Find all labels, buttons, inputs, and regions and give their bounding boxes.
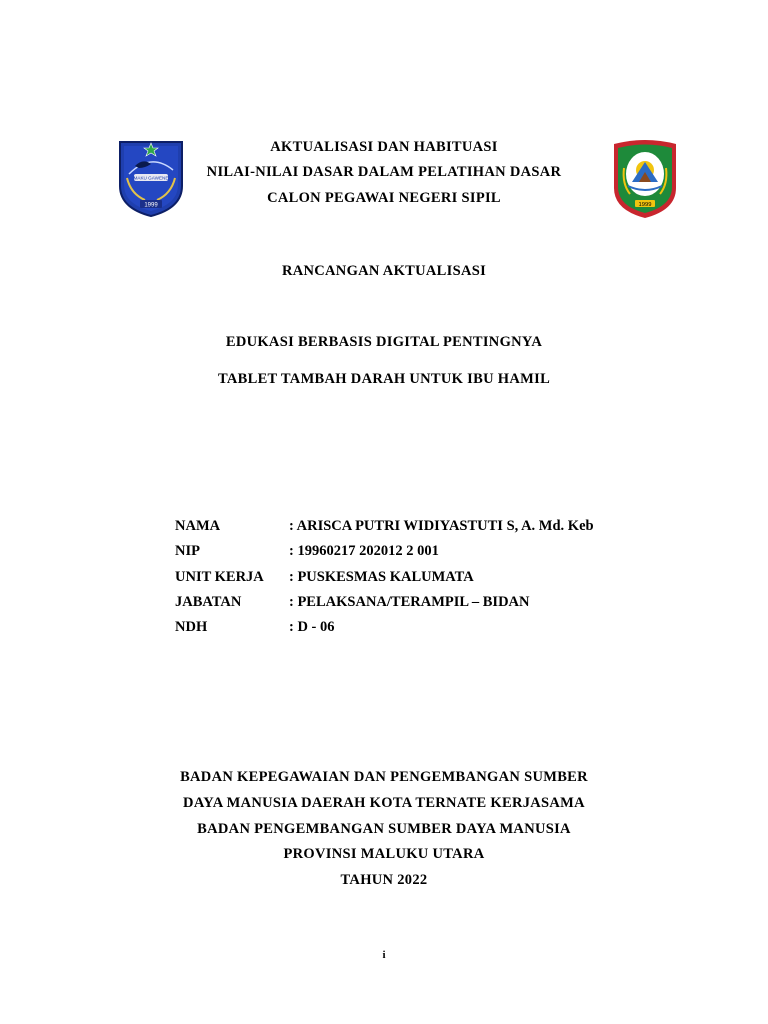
institution-line-1: BADAN KEPEGAWAIAN DAN PENGEMBANGAN SUMBER: [180, 769, 588, 785]
institution-line-4: PROVINSI MALUKU UTARA: [283, 846, 485, 862]
identity-label: NIP: [175, 543, 200, 560]
identity-label: JABATAN: [175, 593, 242, 610]
identity-value: : 19960217 202012 2 001: [289, 543, 439, 560]
identity-value: : D - 06: [289, 619, 335, 636]
institution-line-5: TAHUN 2022: [340, 872, 428, 888]
left-emblem-banner-text: MAKU GAWENE: [133, 175, 169, 181]
right-emblem-year: 1999: [638, 201, 652, 208]
topic-line-2: TABLET TAMBAH DARAH UNTUK IBU HAMIL: [217, 371, 551, 387]
page-number: i: [382, 949, 386, 961]
header-line-3: CALON PEGAWAI NEGERI SIPIL: [267, 190, 501, 206]
left-emblem-year: 1999: [144, 202, 158, 209]
document-subtitle: RANCANGAN AKTUALISASI: [281, 263, 487, 279]
header-line-1: AKTUALISASI DAN HABITUASI: [270, 139, 498, 155]
identity-value: : ARISCA PUTRI WIDIYASTUTI S, A. Md. Keb: [289, 518, 594, 534]
header-line-2: NILAI-NILAI DASAR DALAM PELATIHAN DASAR: [206, 164, 562, 180]
identity-label: UNIT KERJA: [175, 568, 264, 585]
identity-value: : PELAKSANA/TERAMPIL – BIDAN: [289, 593, 530, 610]
institution-line-3: BADAN PENGEMBANGAN SUMBER DAYA MANUSIA: [197, 821, 571, 837]
identity-value: : PUSKESMAS KALUMATA: [289, 568, 474, 585]
topic-line-1: EDUKASI BERBASIS DIGITAL PENTINGNYA: [225, 334, 543, 350]
institution-line-2: DAYA MANUSIA DAERAH KOTA TERNATE KERJASAMA: [183, 795, 585, 811]
identity-label: NAMA: [175, 518, 221, 534]
identity-label: NDH: [175, 619, 208, 636]
